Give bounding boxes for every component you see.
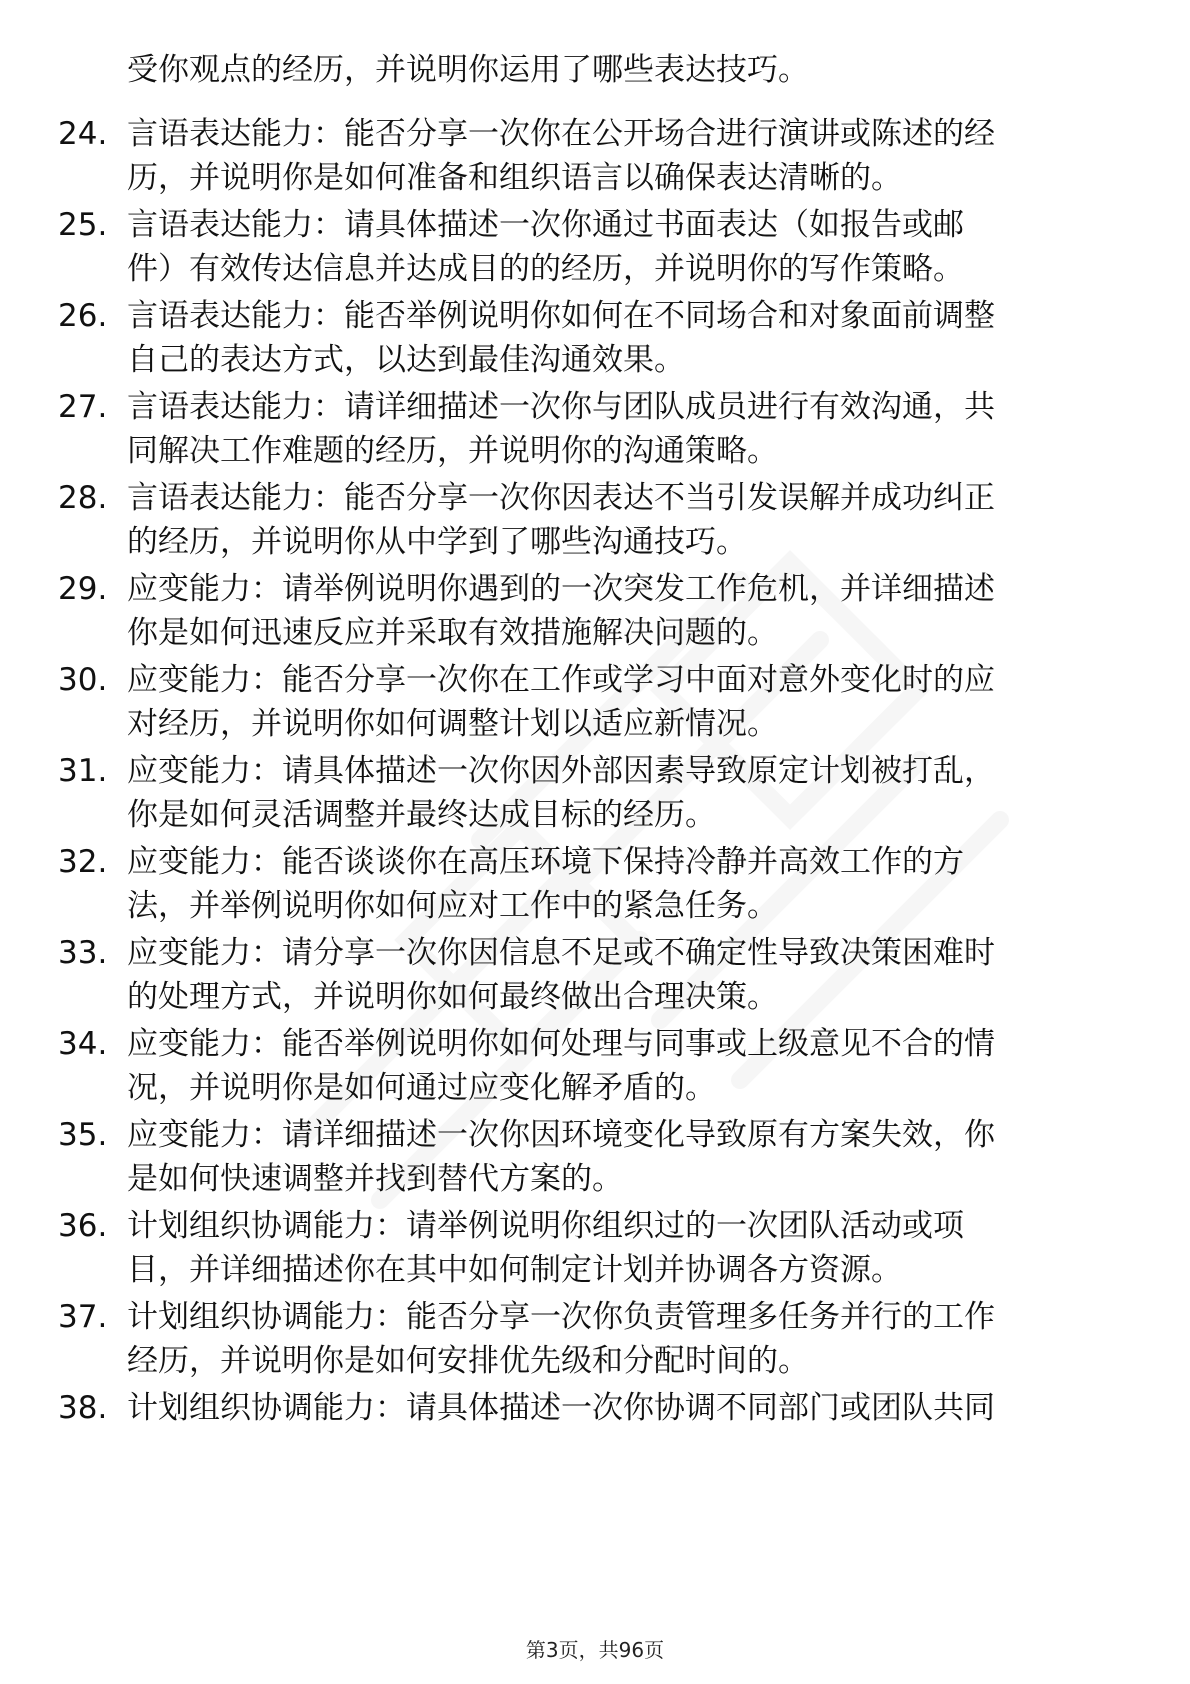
question-line: 应变能力：请详细描述一次你因环境变化导致原有方案失效，你: [127, 1117, 995, 1153]
list-item: [0, 1204, 1190, 1295]
question-line: 历，并说明你是如何准备和组织语言以确保表达清晰的。: [127, 160, 902, 196]
question-number: 35.: [58, 1117, 108, 1153]
question-line: 计划组织协调能力：能否分享一次你负责管理多任务并行的工作: [127, 1299, 995, 1335]
question-number: 37.: [58, 1299, 108, 1335]
question-line: 你是如何迅速反应并采取有效措施解决问题的。: [127, 615, 778, 651]
question-line: 对经历，并说明你如何调整计划以适应新情况。: [127, 706, 778, 742]
question-number: 36.: [58, 1208, 108, 1244]
question-line: 经历，并说明你是如何安排优先级和分配时间的。: [127, 1343, 809, 1379]
question-line: 言语表达能力：请具体描述一次你通过书面表达（如报告或邮: [127, 207, 964, 243]
question-text: [127, 476, 1117, 564]
list-item: [0, 840, 1190, 931]
question-text: [127, 1022, 1117, 1110]
page-footer: 第3页，共96页: [525, 1638, 665, 1662]
question-line: 应变能力：请分享一次你因信息不足或不确定性导致决策困难时: [127, 935, 995, 971]
question-text: [127, 112, 1117, 200]
question-text: [127, 294, 1117, 382]
list-item: [0, 567, 1190, 658]
question-text: [127, 840, 1117, 928]
question-number: 32.: [58, 844, 108, 880]
list-item: [0, 1386, 1190, 1477]
question-text: [127, 1113, 1117, 1201]
question-line: 自己的表达方式，以达到最佳沟通效果。: [127, 342, 685, 378]
list-item: [0, 1295, 1190, 1386]
list-item: [0, 658, 1190, 749]
question-line: 你是如何灵活调整并最终达成目标的经历。: [127, 797, 716, 833]
question-line: 言语表达能力：能否分享一次你因表达不当引发误解并成功纠正: [127, 480, 995, 516]
continuation-line: 受你观点的经历，并说明你运用了哪些表达技巧。: [127, 52, 809, 88]
question-number: 25.: [58, 207, 108, 243]
list-item: [0, 476, 1190, 567]
list-item: [0, 112, 1190, 203]
question-line: 目，并详细描述你在其中如何制定计划并协调各方资源。: [127, 1252, 902, 1288]
question-text: [127, 749, 1117, 837]
question-text: [127, 1204, 1117, 1292]
question-text: [127, 203, 1117, 291]
list-item: [0, 1113, 1190, 1204]
question-line: 应变能力：能否分享一次你在工作或学习中面对意外变化时的应: [127, 662, 995, 698]
question-line: 同解决工作难题的经历，并说明你的沟通策略。: [127, 433, 778, 469]
question-text: [127, 931, 1117, 1019]
question-line: 法，并举例说明你如何应对工作中的紧急任务。: [127, 888, 778, 924]
question-number: 27.: [58, 389, 108, 425]
question-number: 38.: [58, 1390, 108, 1426]
list-item: [0, 931, 1190, 1022]
list-item: [0, 749, 1190, 840]
question-number: 29.: [58, 571, 108, 607]
question-line: 言语表达能力：请详细描述一次你与团队成员进行有效沟通，共: [127, 389, 995, 425]
question-line: 应变能力：能否举例说明你如何处理与同事或上级意见不合的情: [127, 1026, 995, 1062]
list-item: [0, 294, 1190, 385]
question-list: [0, 112, 1190, 1477]
question-line: 计划组织协调能力：请举例说明你组织过的一次团队活动或项: [127, 1208, 964, 1244]
question-number: 24.: [58, 116, 108, 152]
question-number: 30.: [58, 662, 108, 698]
question-text: [127, 567, 1117, 655]
question-line: 的处理方式，并说明你如何最终做出合理决策。: [127, 979, 778, 1015]
question-number: 31.: [58, 753, 108, 789]
question-line: 应变能力：请举例说明你遇到的一次突发工作危机，并详细描述: [127, 571, 995, 607]
question-line: 言语表达能力：能否分享一次你在公开场合进行演讲或陈述的经: [127, 116, 995, 152]
question-number: 34.: [58, 1026, 108, 1062]
question-line: 计划组织协调能力：请具体描述一次你协调不同部门或团队共同: [127, 1390, 995, 1426]
question-text: [127, 1295, 1117, 1383]
question-line: 应变能力：请具体描述一次你因外部因素导致原定计划被打乱，: [127, 753, 995, 789]
question-text: [127, 1386, 1117, 1430]
list-item: [0, 385, 1190, 476]
question-text: [127, 658, 1117, 746]
question-number: 28.: [58, 480, 108, 516]
question-number: 26.: [58, 298, 108, 334]
question-line: 是如何快速调整并找到替代方案的。: [127, 1161, 623, 1197]
question-line: 况，并说明你是如何通过应变化解矛盾的。: [127, 1070, 716, 1106]
question-line: 应变能力：能否谈谈你在高压环境下保持冷静并高效工作的方: [127, 844, 964, 880]
question-line: 的经历，并说明你从中学到了哪些沟通技巧。: [127, 524, 747, 560]
question-line: 言语表达能力：能否举例说明你如何在不同场合和对象面前调整: [127, 298, 995, 334]
question-number: 33.: [58, 935, 108, 971]
question-line: 件）有效传达信息并达成目的的经历，并说明你的写作策略。: [127, 251, 964, 287]
list-item: [0, 203, 1190, 294]
list-item: [0, 1022, 1190, 1113]
question-text: [127, 385, 1117, 473]
